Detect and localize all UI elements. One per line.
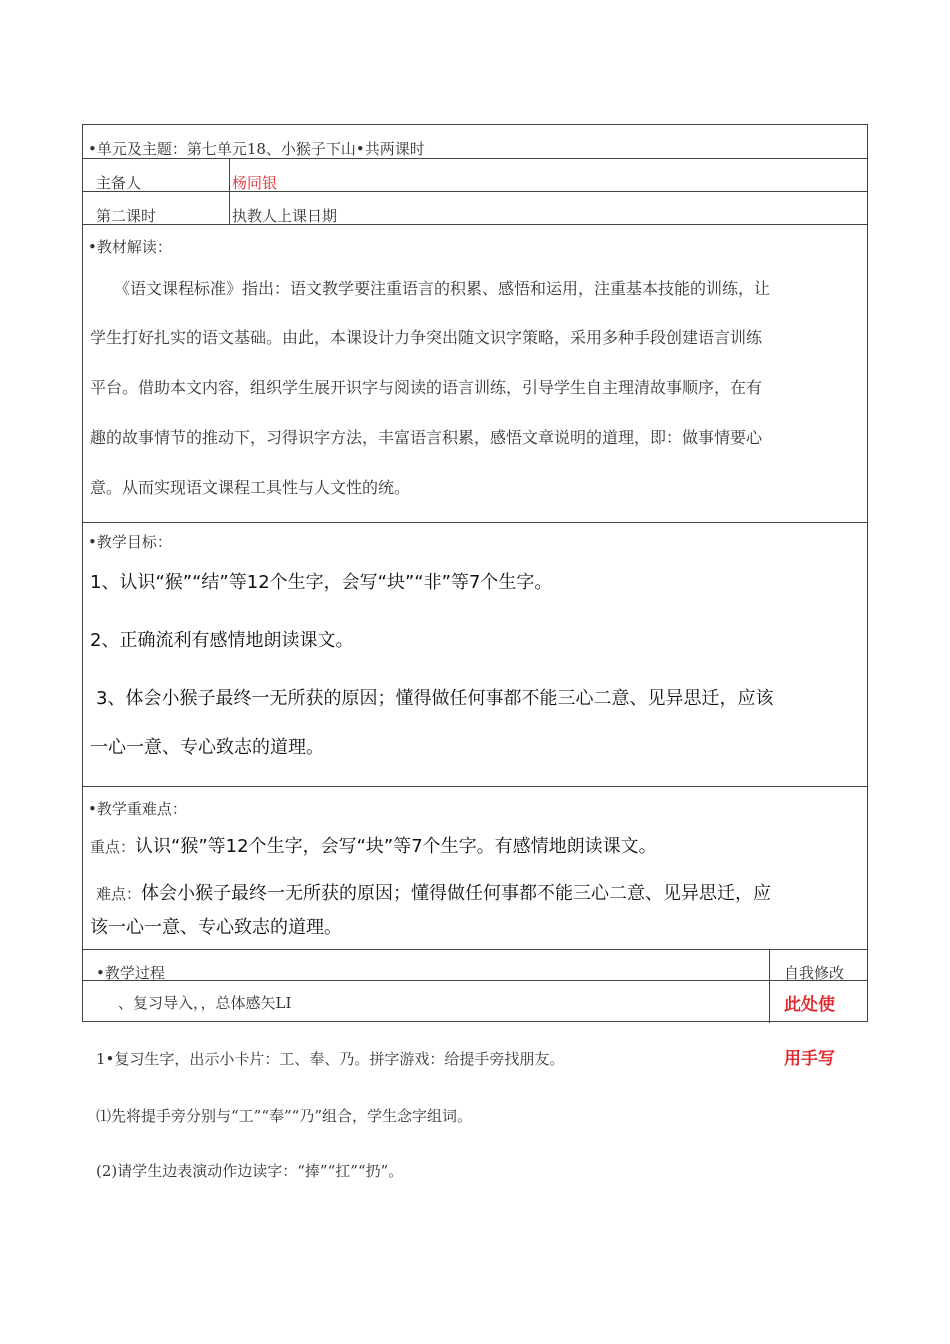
row-divider: [83, 224, 867, 225]
material-line: 平台。借助本文内容，组织学生展开识字与阅读的语言训练，引导学生自主理清故事顺序，在有: [90, 378, 763, 397]
preparer-label: 主备人: [96, 174, 142, 192]
row-divider: [83, 786, 867, 787]
material-line: 趣的故事情节的推动下，习得识字方法，丰富语言积累，感悟文章说明的道理，即：做事情要心: [90, 428, 763, 447]
handwrite-note: 用手写: [784, 1049, 835, 1069]
handwrite-note: 此处使: [784, 995, 835, 1015]
goal-item: 3、体会小猴子最终一无所获的原因；懂得做任何事都不能三心二意、见异思迁，应该: [96, 688, 774, 709]
row-divider: [83, 191, 867, 192]
difficult-point-text: 体会小猴子最终一无所获的原因；懂得做任何事都不能三心二意、见异思迁，应: [141, 883, 772, 904]
teacher-date-label: 执教人上课日期: [232, 207, 338, 225]
material-line: 学生打好扎实的语文基础。由此，本课设计力争突出随文识字策略，采用多种手段创建语言训练: [90, 328, 763, 347]
goal-item: 2、正确流利有感情地朗读课文。: [90, 630, 354, 651]
process-heading: •教学过程: [96, 964, 165, 982]
column-divider: [229, 158, 230, 224]
process-substep: ⑴先将提手旁分别与“工”“奉”“乃”组合，学生念字组词。: [96, 1107, 473, 1125]
difficult-point-text-cont: 该一心一意、专心致志的道理。: [90, 917, 342, 938]
row-divider: [83, 949, 867, 950]
key-point-row: [90, 832, 657, 858]
key-point-label: 重点：: [90, 838, 136, 856]
process-step: 1•复习生字，出示小卡片：工、奉、乃。拼字游戏：给提手旁找朋友。: [96, 1050, 565, 1068]
preparer-name: 杨同银: [232, 174, 278, 192]
unit-title: •单元及主题：第七单元18、小猴子下山•共两课时: [88, 140, 425, 158]
row-divider: [83, 522, 867, 523]
goals-heading: •教学目标：: [88, 533, 172, 551]
key-points-heading: •教学重难点：: [88, 800, 187, 818]
difficult-point-row: [96, 879, 771, 905]
process-substep: (2)请学生边表演动作边读字：“捧”“扛”“扔”。: [96, 1162, 404, 1180]
goal-item: 一心一意、专心致志的道理。: [90, 737, 324, 758]
self-edit-label: 自我修改: [784, 964, 845, 982]
material-heading: •教材解读：: [88, 238, 172, 256]
difficult-point-label: 难点：: [96, 885, 142, 903]
lesson-label: 第二课时: [96, 207, 157, 225]
row-divider: [83, 980, 867, 981]
column-divider: [769, 949, 770, 1023]
goal-item: 1、认识“猴”“结”等12个生字，会写“块”“非”等7个生字。: [90, 572, 553, 593]
material-line: 意。从而实现语文课程工具性与人文性的统。: [90, 478, 411, 497]
process-step-title: 、复习导入，，总体感矢LI: [118, 994, 292, 1012]
material-line: 《语文课程标准》指出：语文教学要注重语言的积累、感悟和运用，注重基本技能的训练，让: [114, 279, 771, 298]
key-point-text: 认识“猴”等12个生字，会写“块”等7个生字。有感情地朗读课文。: [135, 836, 657, 857]
